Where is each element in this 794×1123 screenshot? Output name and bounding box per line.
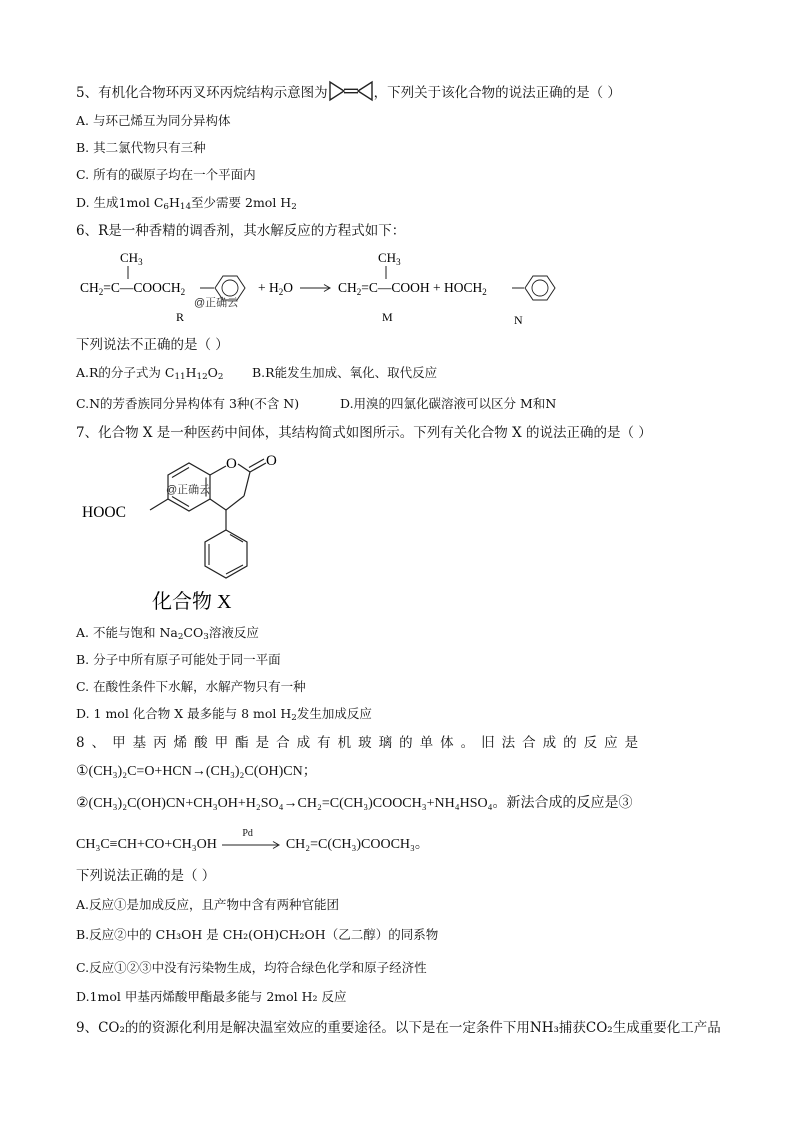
plus-water: + $H_2O$: [258, 280, 293, 297]
carbonyl-oxygen-label: O: [266, 453, 277, 469]
q5-d-sub2: 14: [179, 202, 192, 213]
q8-reaction-3: [76, 827, 429, 854]
compound-x-caption: 化合物 X: [152, 591, 232, 613]
q5-d-sub1: 6: [163, 202, 169, 213]
m-formula: $CH_2=C—COOH$ + $HOCH_2$: [338, 280, 487, 297]
q6-prompt: 下列说法不正确的是（ ）: [76, 337, 229, 353]
q7-option-d: D. 1 mol 化合物 X 最多能与 8 mol $H_2$发生加成反应: [76, 706, 372, 724]
q7-option-c: C. 在酸性条件下水解，水解产物只有一种: [76, 679, 306, 694]
compound-x-structure: [76, 448, 296, 616]
q8-reaction-2: ②(CH₃)₂C(OH)CN+CH₃OH+H₂SO₄→CH₂=C(CH₃)COOCH₃+NH₄HSO₄。新法合成的反应是③: [76, 796, 633, 811]
q8-r3-reactants: CH₃C≡CH+CO+CH₃OH: [76, 837, 217, 852]
q8-prompt: 下列说法正确的是（ ）: [76, 868, 216, 884]
q6-hydrolysis-equation: [74, 246, 674, 326]
q5-d-text3: 至少需要 2mol H: [191, 195, 292, 210]
r-formula: $CH_2=C—COOCH_2$: [80, 280, 186, 297]
q6-options-row1: [76, 364, 437, 382]
label-r: R: [176, 310, 185, 324]
label-m: M: [382, 310, 393, 324]
q5-option-a: A. 与环己烯互为同分异构体: [76, 113, 231, 128]
benzene-ring-n-icon: [525, 276, 555, 300]
cyclopropylidenecyclopropane-structure-icon: [328, 80, 374, 102]
catalyst-arrow-icon: [220, 827, 282, 852]
q5-stem: [76, 80, 621, 102]
q8-option-a: A.反应①是加成反应，且产物中含有两种官能团: [76, 897, 340, 912]
q8-r3-product: CH₂=C(CH₃)COOCH₃。: [285, 837, 429, 852]
q8-catalyst: Pd: [242, 827, 253, 839]
q5-d-text2: H: [168, 195, 180, 210]
q8-reaction-1: ①(CH₃)₂C=O+HCN→(CH₃)₂C(OH)CN；: [76, 764, 317, 779]
q6-stem: 6、R是一种香精的调香剂，其水解反应的方程式如下：: [76, 223, 406, 239]
q5-stem-part2: ，下列关于该化合物的说法正确的是（ ）: [373, 85, 621, 101]
q8-stem: 8、甲基丙烯酸甲酯是合成有机玻璃的单体。旧法合成的反应是: [76, 735, 646, 751]
q6-option-d: D.用溴的四氯化碳溶液可以区分 M和N: [340, 396, 557, 411]
q8-option-c: C.反应①②③中没有污染物生成，均符合绿色化学和原子经济性: [76, 960, 427, 975]
q5-option-c: C. 所有的碳原子均在一个平面内: [76, 167, 256, 182]
q7-option-a: A. 不能与饱和 $Na_2CO_3$溶液反应: [76, 625, 259, 643]
q6-option-b: B.R能发生加成、氧化、取代反应: [252, 365, 438, 380]
q8-option-b: B.反应②中的 CH₃OH 是 CH₂(OH)CH₂OH（乙二醇）的同系物: [76, 927, 439, 942]
m-methyl-label: $CH_3$: [378, 250, 401, 267]
q6-options-row2: [76, 395, 556, 413]
q5-option-b: B. 其二氯代物只有三种: [76, 140, 206, 155]
q7-stem: 7、化合物 X 是一种医药中间体，其结构简式如图所示。下列有关化合物 X 的说法正确的是（ ）: [76, 425, 652, 441]
q8-option-d: D.1mol 甲基丙烯酸甲酯最多能与 2mol H₂ 反应: [76, 989, 347, 1004]
q5-d-text1: D. 生成1mol C: [76, 195, 164, 210]
label-n: N: [514, 313, 523, 326]
reaction-arrow-icon: [300, 285, 330, 292]
q7-option-b: B. 分子中所有原子可能处于同一平面: [76, 652, 281, 667]
q5-stem-part1: 5、有机化合物环丙叉环丙烷结构示意图为: [76, 85, 328, 101]
q6-option-a: A.R的分子式为 $C_{11}H_{12}O_2$: [76, 365, 224, 383]
r-methyl-label: $CH_3$: [120, 250, 143, 267]
q5-option-d: [76, 194, 297, 212]
q5-d-sub3: 2: [291, 202, 297, 213]
q6-watermark: @正确云: [194, 297, 239, 309]
ring-oxygen-label: O: [226, 456, 237, 472]
q9-stem: 9、CO₂的的资源化利用是解决温室效应的重要途径。以下是在一定条件下用NH₃捕获CO₂生成重要化工产品: [76, 1020, 721, 1036]
hooc-label: HOOC: [82, 504, 126, 521]
q7-watermark: @正确云: [166, 484, 211, 496]
q6-option-c: C.N的芳香族同分异构体有 3种(不含 N): [76, 396, 300, 411]
